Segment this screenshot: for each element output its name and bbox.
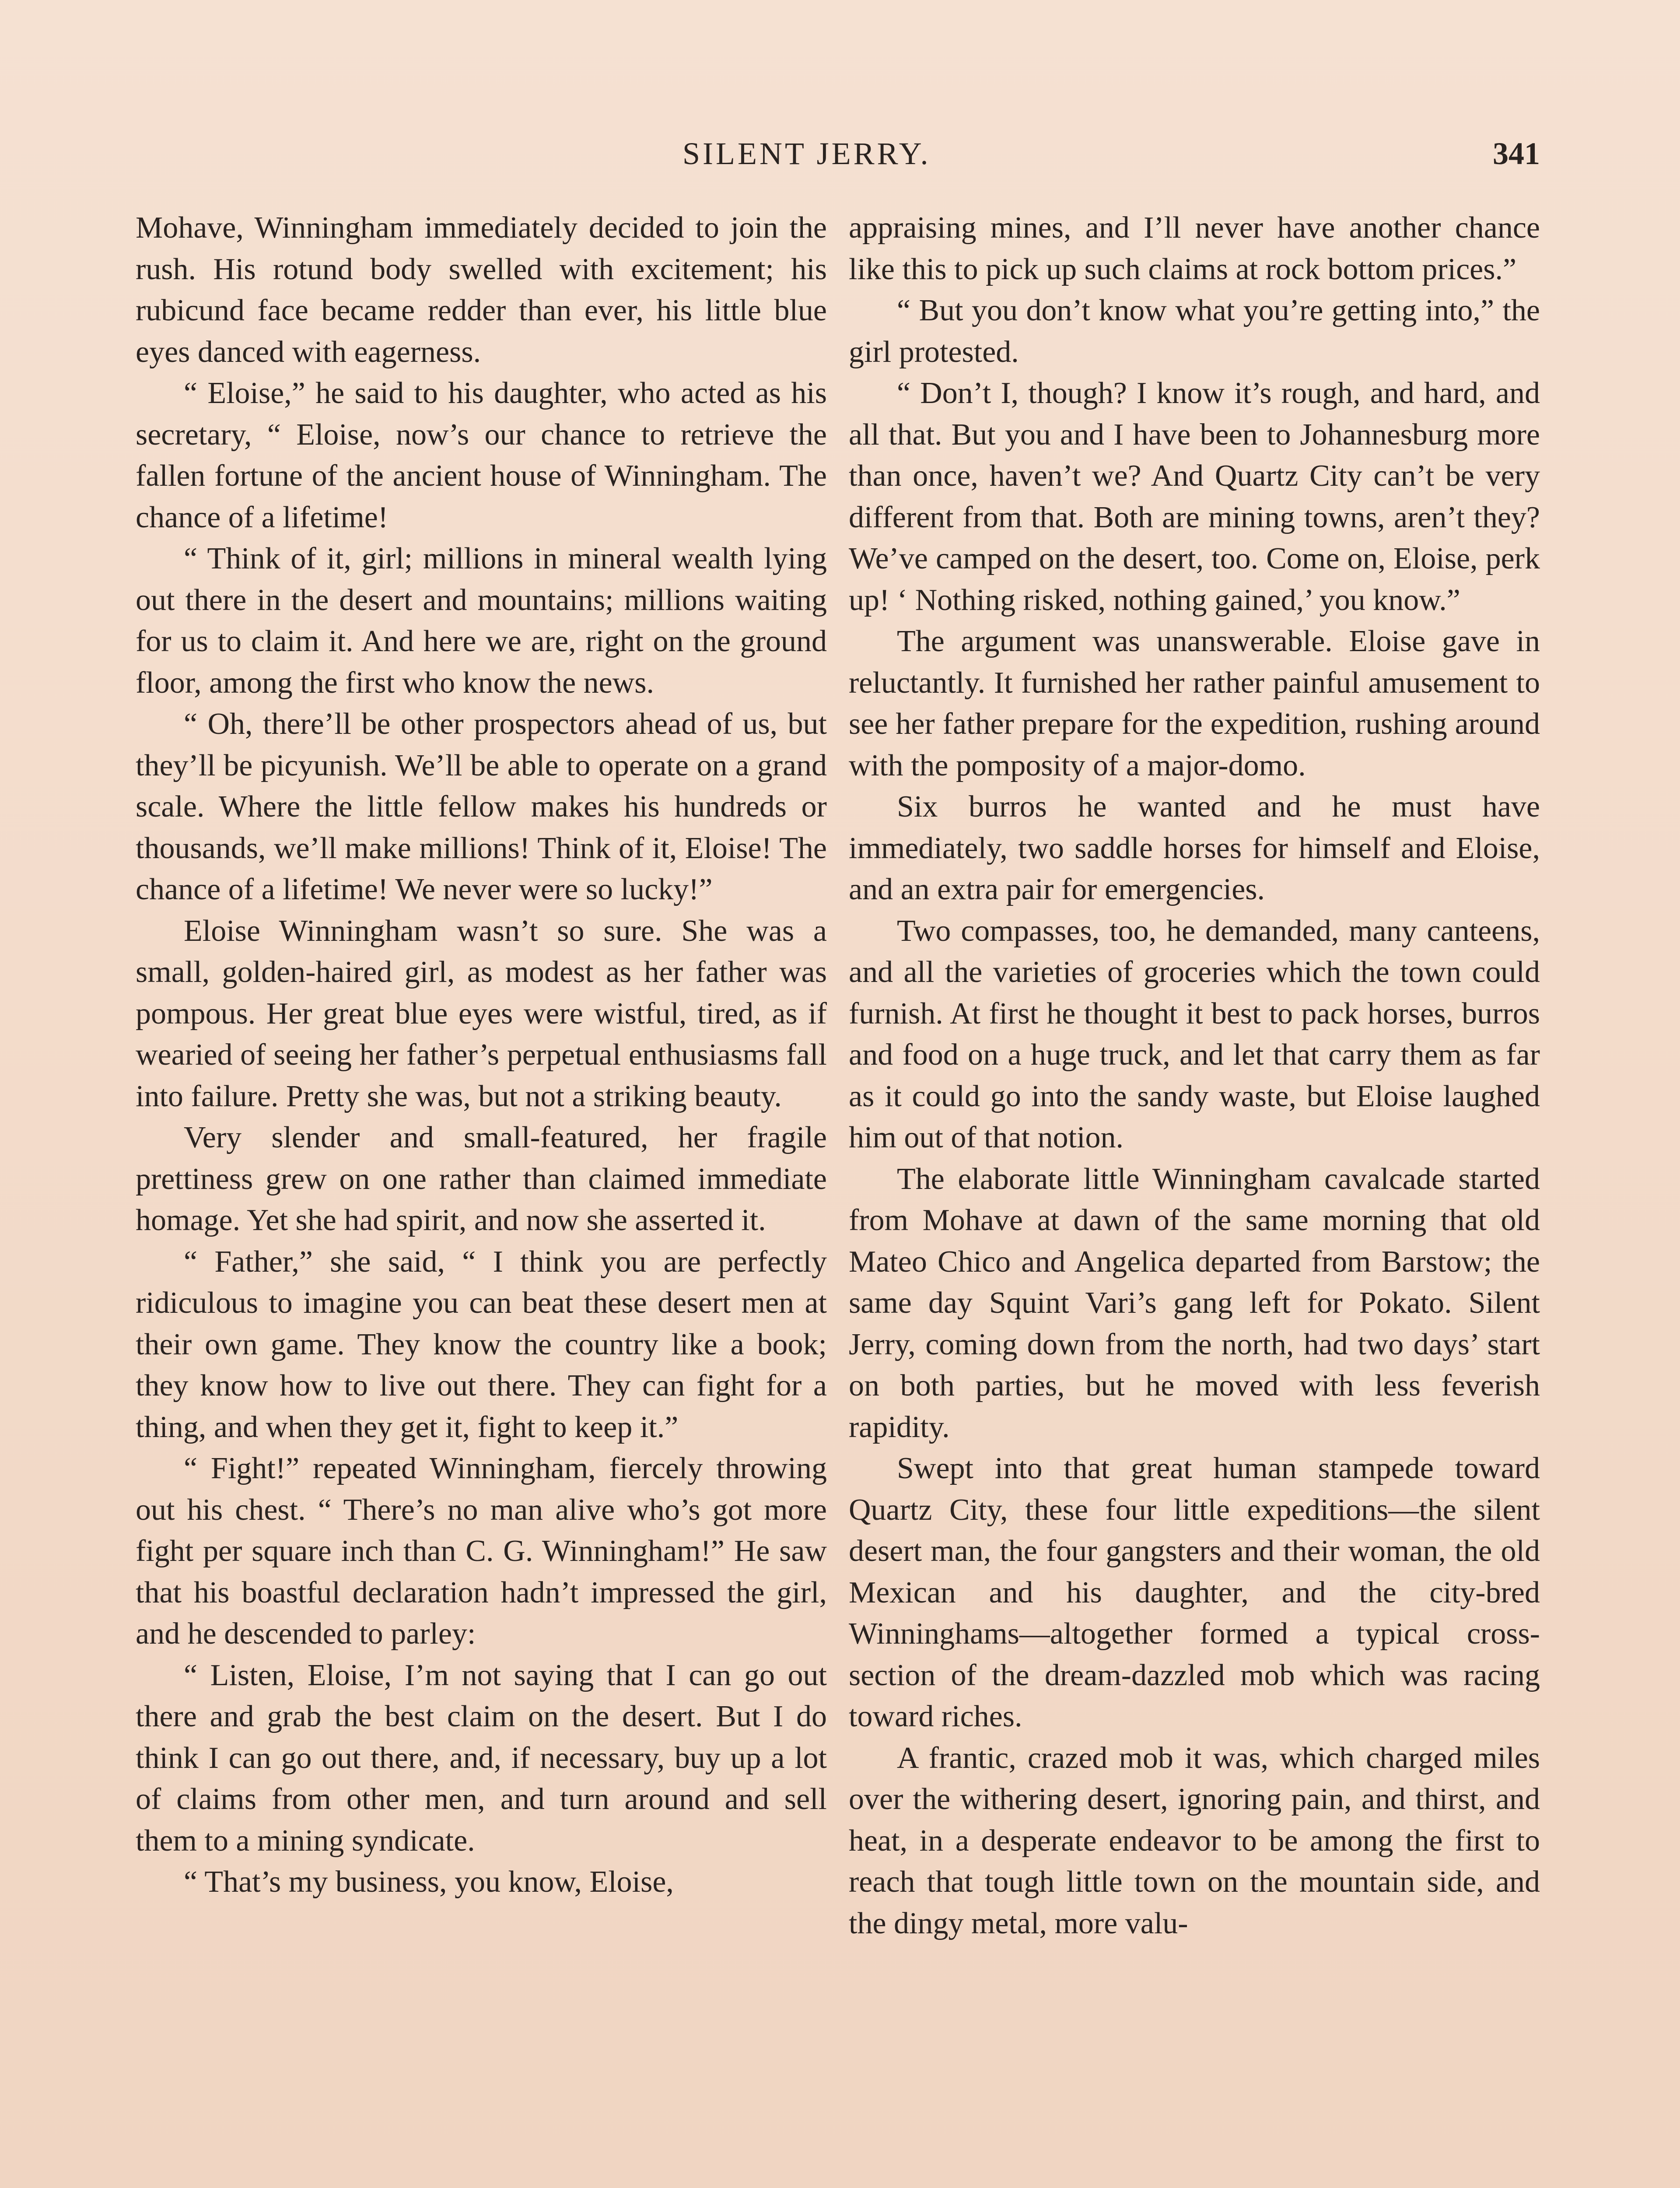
paragraph: “ Oh, there’ll be other prospectors ahead of us, but they’ll be picyunish. We’ll be able to operate on a grand scale. Where the little fellow makes his hundreds or thousands, we’ll make millions! Think of it, Eloise! The chance of a lifetime! We never were so lucky!”: [136, 707, 827, 906]
paragraph: “ Father,” she said, “ I think you are perfectly ridiculous to imagine you can beat these desert men at their own game. They know the country like a book; they know how to live out there. They can fight for a thing, and when they get it, fight to keep it.”: [136, 1245, 827, 1444]
paragraph: “ That’s my business, you know, Eloise,: [184, 1865, 674, 1899]
paragraph: Very slender and small-featured, her fragile prettiness grew on one rather than claimed immediate homage. Yet she had spirit, and now she asserted it.: [136, 1121, 827, 1237]
paragraph: Eloise Winningham wasn’t so sure. She was a small, golden-haired girl, as modest as her father was pompous. Her great blue eyes were wistful, tired, as if wearied of seeing her father’s perpetual enthusiasms fall into failure. Pretty she was, but not a striking beauty.: [136, 914, 827, 1113]
paragraph: “ Don’t I, though? I know it’s rough, and hard, and all that. But you and I have been to Johannesburg more than once, haven’t we? And Quartz City can’t be very different from that. Both are mining towns, aren’t they? We’ve camped on the desert, too. Come on, Eloise, perk up! ‘ Nothing risked, nothing gained,’ you know.”: [849, 376, 1540, 617]
running-head: SILENT JERRY.: [682, 136, 931, 171]
page-number: 341: [1493, 136, 1540, 171]
paragraph: Two compasses, too, he demanded, many canteens, and all the varieties of groceries which the town could furnish. At first he thought it best to pack horses, burros and food on a huge truck, and let that carry them as far as it could go into the sandy waste, but Eloise laughed him out of that notion.: [849, 914, 1540, 1154]
paragraph: “ Listen, Eloise, I’m not saying that I can go out there and grab the best claim on the desert. But I do think I can go out there, and, if necessary, buy up a lot of claims from other men, and turn around and sell them to a mining syndicate.: [136, 1658, 827, 1858]
page-header: [682, 130, 1540, 178]
paragraph: Swept into that great human stampede toward Quartz City, these four little expeditions—the silent desert man, the four gangsters and their woman, the old Mexican and his daughter, and the city-bred Winninghams—altogether formed a typical cross-section of the dream-dazzled mob which was racing toward riches.: [849, 1452, 1540, 1733]
paragraph: A frantic, crazed mob it was, which charged miles over the withering desert, ignoring pain, and thirst, and heat, in a desperate endeavor to be among the first to reach that tough little town on the mountain side, and the dingy metal, more valu-: [849, 1741, 1540, 1940]
left-column: [136, 207, 827, 1903]
paragraph: appraising mines, and I’ll never have another chance like this to pick up such claims at rock bottom prices.”: [849, 211, 1540, 286]
paragraph: “ Fight!” repeated Winningham, fiercely throwing out his chest. “ There’s no man alive who’s got more fight per square inch than C. G. Winningham!” He saw that his boastful declaration hadn’t impressed the girl, and he descended to parley:: [136, 1452, 827, 1651]
paragraph: The argument was unanswerable. Eloise gave in reluctantly. It furnished her rather painful amusement to see her father prepare for the expedition, rushing around with the pomposity of a major-domo.: [849, 624, 1540, 782]
right-column: [849, 207, 1540, 1944]
paragraph: Mohave, Winningham immediately decided to join the rush. His rotund body swelled with excitement; his rubicund face became redder than ever, his little blue eyes danced with eagerness.: [136, 211, 827, 369]
paragraph: “ Think of it, girl; millions in mineral wealth lying out there in the desert and mountains; millions waiting for us to claim it. And here we are, right on the ground floor, among the first who know the news.: [136, 542, 827, 700]
paragraph: The elaborate little Winningham cavalcade started from Mohave at dawn of the same morning that old Mateo Chico and Angelica departed from Barstow; the same day Squint Vari’s gang left for Pokato. Silent Jerry, coming down from the north, had two days’ start on both parties, but he moved with less feverish rapidity.: [849, 1162, 1540, 1444]
paragraph: “ But you don’t know what you’re getting into,” the girl protested.: [849, 294, 1540, 369]
paragraph: Six burros he wanted and he must have immediately, two saddle horses for himself and Eloise, and an extra pair for emergencies.: [849, 790, 1540, 906]
paragraph: “ Eloise,” he said to his daughter, who acted as his secretary, “ Eloise, now’s our chance to retrieve the fallen fortune of the ancient house of Winningham. The chance of a lifetime!: [136, 376, 827, 534]
